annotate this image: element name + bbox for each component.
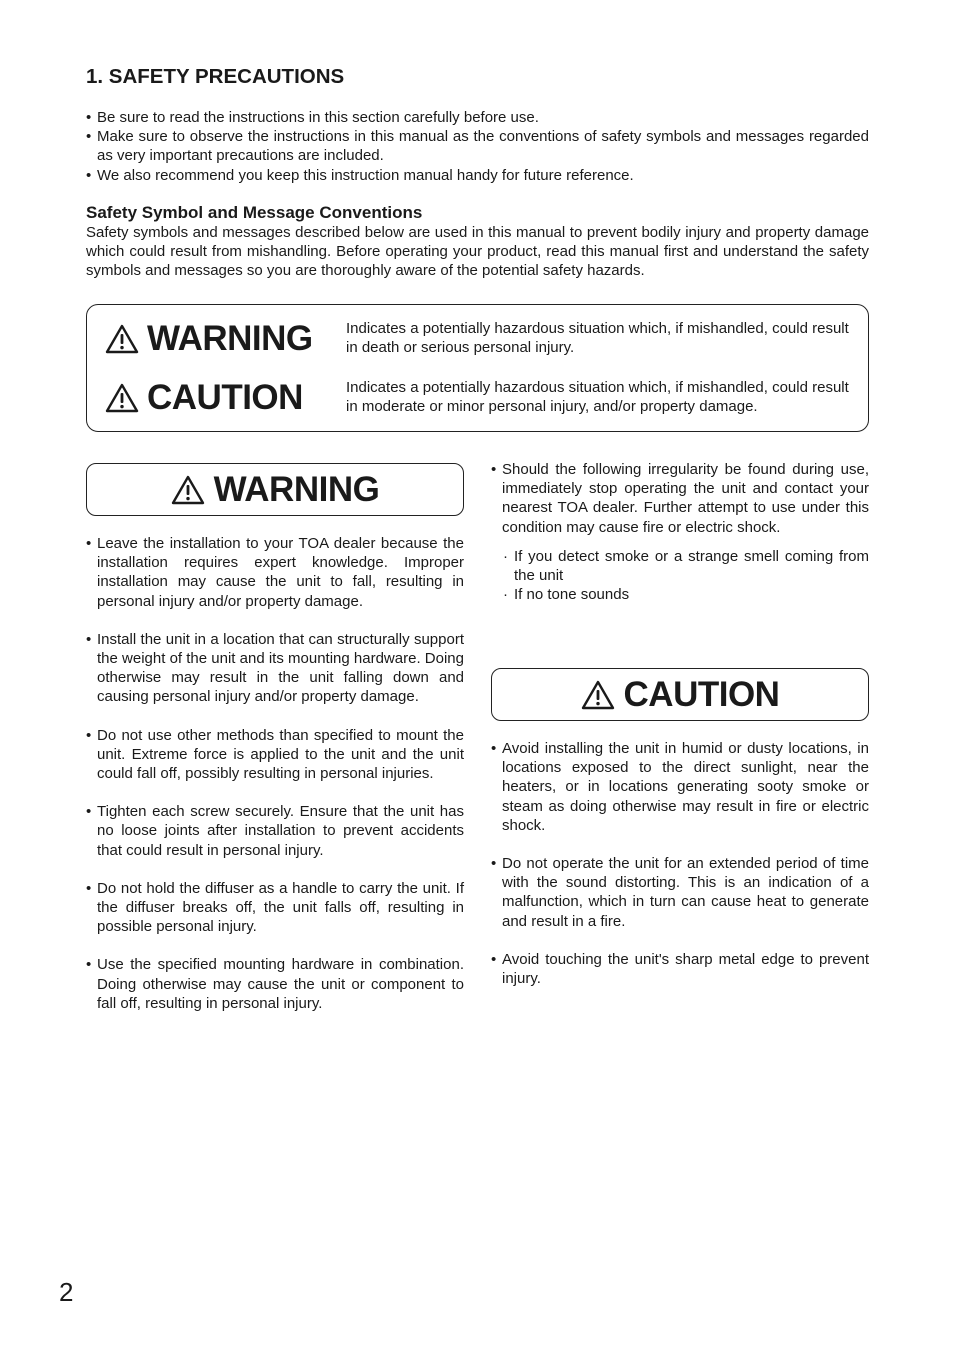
warning-banner-label: WARNING — [213, 469, 380, 509]
warning-triangle-icon — [105, 324, 139, 354]
caution-item: • Do not operate the unit for an extended period of time with the sound distorting. This is an indication of a malfunction, which in turn can cause heat to generate and result in a fire. — [491, 854, 869, 931]
caution-symbol-description: Indicates a potentially hazardous situation which, if mishandled, could result in moderate or minor personal injury, and/or property damage. — [346, 379, 849, 416]
warning-list-right — [491, 460, 869, 604]
warning-item: • Use the specified mounting hardware in combination. Doing otherwise may cause the unit or component to fall off, resulting in personal injury. — [86, 955, 464, 1013]
section-title: 1. SAFETY PRECAUTIONS — [86, 65, 345, 88]
warning-triangle-icon — [105, 383, 139, 413]
symbol-legend-box — [86, 304, 869, 432]
warning-triangle-icon — [581, 680, 615, 710]
conventions-heading: Safety Symbol and Message Conventions — [86, 203, 423, 222]
warning-item: • Do not hold the diffuser as a handle to carry the unit. If the diffuser breaks off, the unit falls off, resulting in possible personal injury. — [86, 879, 464, 937]
warning-symbol — [105, 319, 313, 359]
warning-symbol-description: Indicates a potentially hazardous situation which, if mishandled, could result in death or serious personal injury. — [346, 320, 849, 357]
warning-banner — [86, 463, 464, 516]
page-number: 2 — [59, 1277, 74, 1307]
intro-item: • Make sure to observe the instructions in this manual as the conventions of safety symbols and messages regarded as very important precautions are included. — [86, 127, 869, 165]
intro-list — [86, 108, 869, 185]
caution-symbol-label: CAUTION — [147, 378, 303, 417]
caution-list — [491, 739, 869, 988]
caution-symbol — [105, 378, 303, 418]
caution-banner-label: CAUTION — [623, 674, 780, 714]
caution-item: • Avoid touching the unit's sharp metal edge to prevent injury. — [491, 950, 869, 988]
warning-item: • Install the unit in a location that can structurally support the weight of the unit and its mounting hardware. Doing otherwise may result in the unit falling down and causing personal injury and/or property damage. — [86, 630, 464, 707]
warning-sub-item: · If you detect smoke or a strange smell coming from the unit — [491, 547, 869, 585]
warning-item: • Do not use other methods than specified to mount the unit. Extreme force is applied to the unit and the unit could fall off, possibly resulting in personal injuries. — [86, 726, 464, 784]
warning-triangle-icon — [171, 475, 205, 505]
intro-item: • We also recommend you keep this instruction manual handy for future reference. — [86, 166, 869, 185]
warning-list-left — [86, 534, 464, 1013]
warning-sub-item: · If no tone sounds — [491, 585, 869, 604]
warning-symbol-label: WARNING — [147, 319, 313, 358]
conventions-text: Safety symbols and messages described below are used in this manual to prevent bodily injury and property damage which could result from mishandling. Before operating your product, read this manual first and understand the safety symbols and messages so you are thoroughly aware of the potential safety hazards. — [86, 224, 869, 280]
caution-banner — [491, 668, 869, 721]
warning-item: • Tighten each screw securely. Ensure that the unit has no loose joints after installation to prevent accidents that could result in personal injury. — [86, 802, 464, 860]
warning-item: • Should the following irregularity be found during use, immediately stop operating the unit and contact your nearest TOA dealer. Further attempt to use under this condition may cause fire or electric shock. — [491, 460, 869, 537]
caution-item: • Avoid installing the unit in humid or dusty locations, in locations exposed to the direct sunlight, near the heaters, or in locations generating sooty smoke or steam as doing otherwise may result in fire or electric shock. — [491, 739, 869, 835]
warning-item: • Leave the installation to your TOA dealer because the installation requires expert knowledge. Improper installation may cause the unit to fall, resulting in personal injury and/or property damage. — [86, 534, 464, 611]
intro-item: • Be sure to read the instructions in this section carefully before use. — [86, 108, 869, 127]
